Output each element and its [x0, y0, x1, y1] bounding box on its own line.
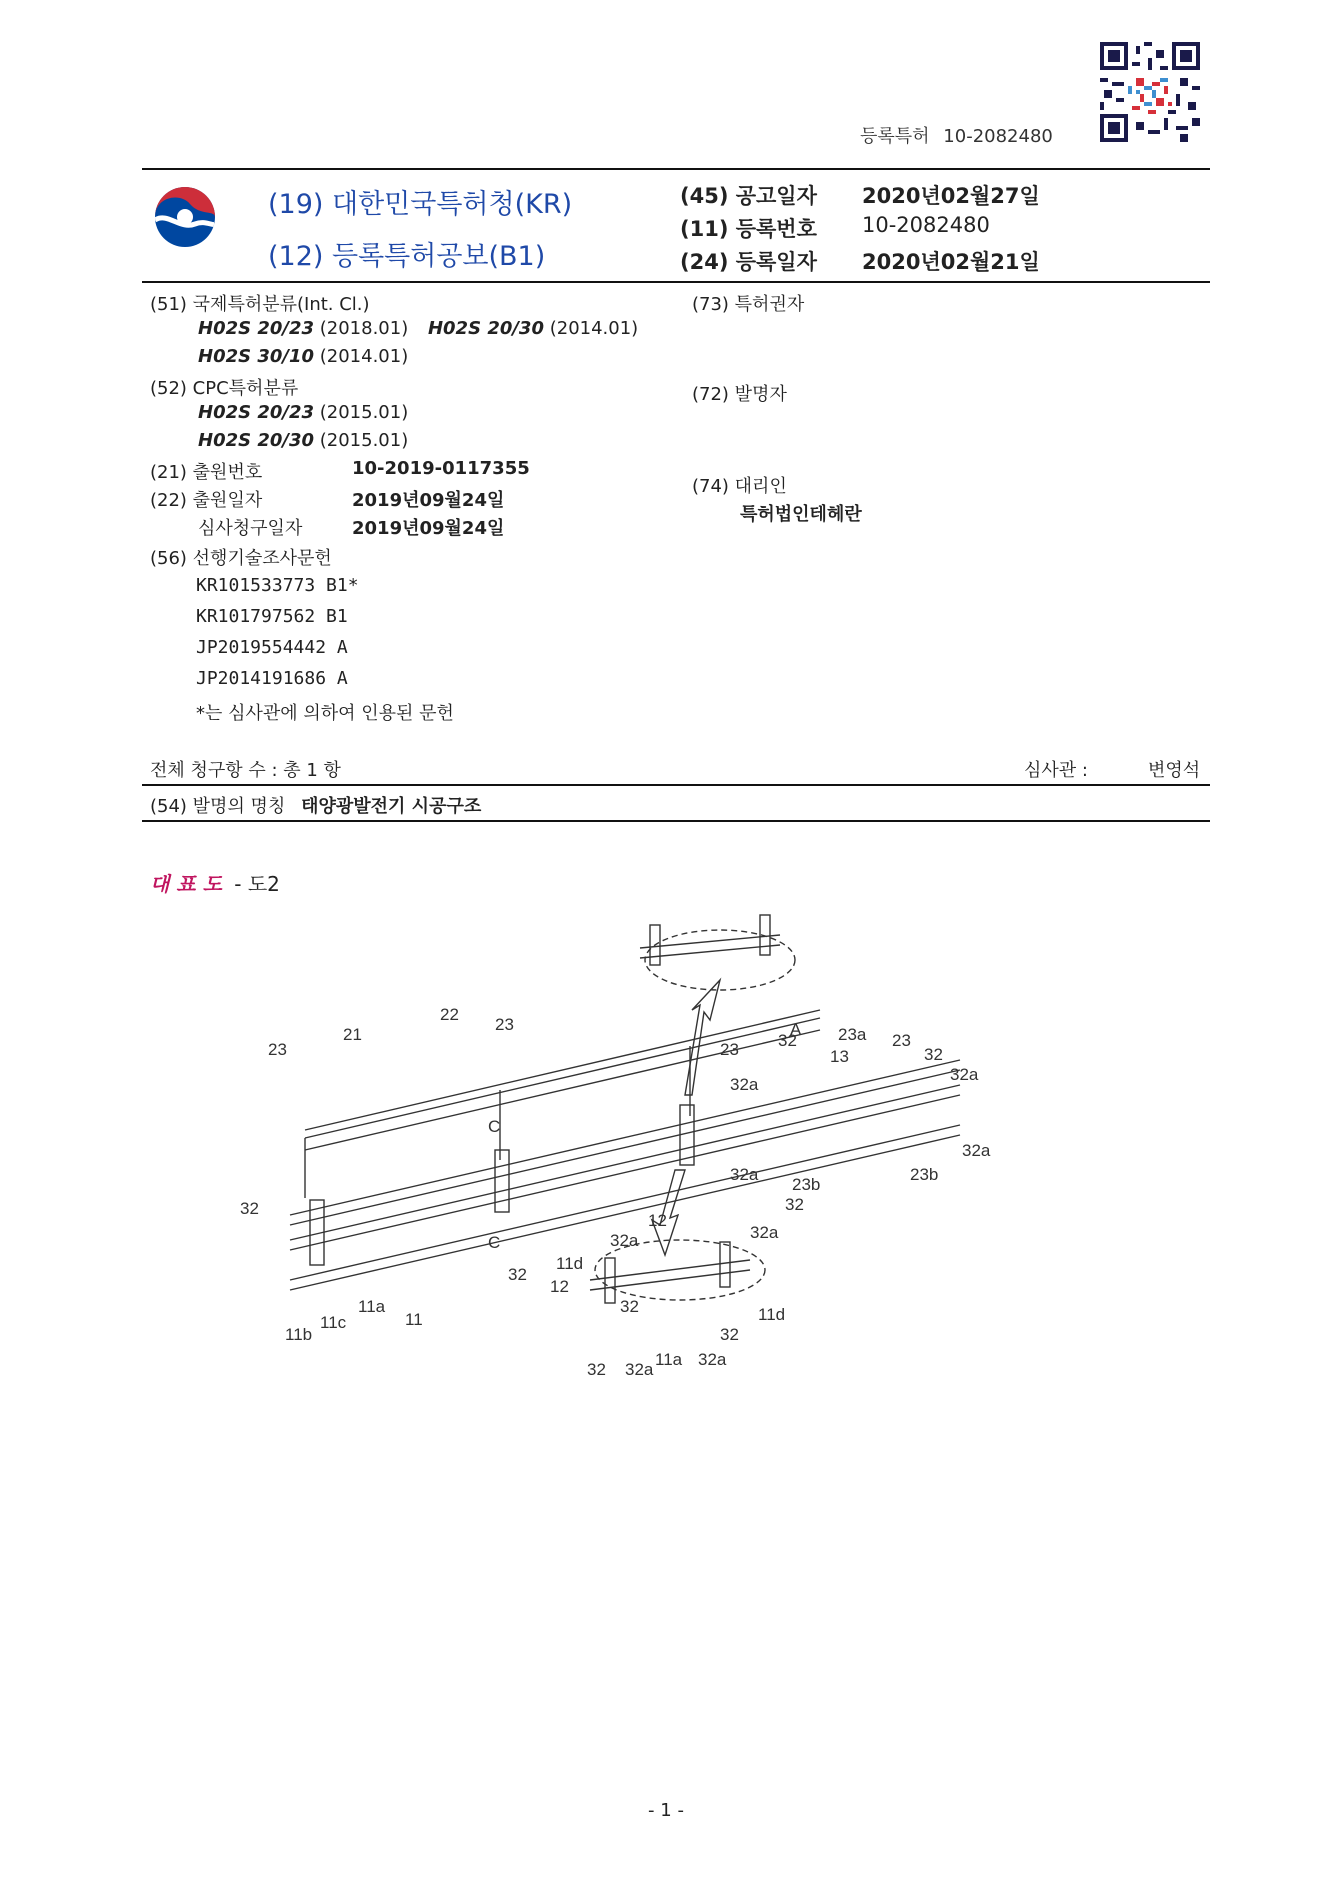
exam-request-label: 심사청구일자: [198, 518, 303, 539]
registration-date: 2020년02월21일: [862, 250, 1040, 274]
figure-label: 32: [240, 1199, 259, 1218]
publication-date-label: (45) 공고일자: [680, 184, 817, 208]
figure-label: 11a: [358, 1297, 386, 1316]
qr-code: [1100, 42, 1200, 142]
figure-label: 32a: [730, 1075, 759, 1094]
cpc-label: (52) CPC특허분류: [150, 378, 299, 399]
figure-label: 32: [587, 1360, 606, 1379]
figure-label: 32a: [625, 1360, 654, 1379]
figure-label: 32a: [950, 1065, 979, 1084]
upper-detail-labels: [730, 1025, 1030, 1218]
exam-request-date: 2019년09월24일: [352, 518, 505, 539]
figure-label: 23: [268, 1040, 287, 1059]
figure-label: 11d: [758, 1305, 786, 1324]
ipc-line-1: H02S 20/23 (2018.01) H02S 20/30 (2014.01): [198, 318, 639, 339]
representative-figure: 대 표 도 - 도2: [150, 872, 280, 896]
office-title: (19) 대한민국특허청(KR): [268, 189, 573, 220]
agent-label: (74) 대리인: [692, 476, 787, 497]
prior-art-item: JP2014191686 A: [196, 668, 348, 689]
figure-label: 32a: [730, 1165, 759, 1184]
korea-emblem-icon: [150, 182, 220, 252]
claims-count: 전체 청구항 수 : 총 1 항: [150, 760, 341, 781]
registration-label: 등록특허: [860, 126, 930, 147]
figure-label: 21: [343, 1025, 362, 1044]
prior-art-item: KR101797562 B1: [196, 606, 348, 627]
figure-label: 32a: [698, 1350, 727, 1369]
figure-label: 32: [778, 1031, 797, 1050]
figure-label: 32: [924, 1045, 943, 1064]
registration-number: 10-2082480: [943, 126, 1053, 147]
prior-art-label: (56) 선행기술조사문헌: [150, 548, 332, 569]
cpc-line-2: H02S 20/30 (2015.01): [198, 430, 409, 451]
publication-date: 2020년02월27일: [862, 184, 1040, 208]
examiner-label: 심사관 :: [1024, 760, 1088, 781]
prior-art-item: KR101533773 B1*: [196, 575, 359, 596]
figure-label: 11a: [655, 1350, 683, 1369]
divider: [142, 281, 1210, 283]
prior-art-note: *는 심사관에 의하여 인용된 문헌: [196, 703, 454, 724]
figure-label: 11d: [556, 1254, 584, 1273]
figure-label: 11b: [285, 1325, 313, 1344]
figure-label: 23: [892, 1031, 911, 1050]
figure-label: 23: [720, 1040, 739, 1059]
application-date-label: (22) 출원일자: [150, 490, 263, 511]
figure-label: 32a: [962, 1141, 991, 1160]
application-no-label: (21) 출원번호: [150, 462, 263, 483]
figure-label: A: [790, 1020, 802, 1039]
figure-label: 12: [648, 1211, 667, 1230]
registration-header: [860, 122, 1053, 148]
application-no: 10-2019-0117355: [352, 458, 530, 479]
figure-label: 32a: [750, 1223, 779, 1242]
figure-label: 32: [785, 1195, 804, 1214]
registration-date-label: (24) 등록일자: [680, 250, 817, 274]
ipc-line-2: H02S 30/10 (2014.01): [198, 346, 409, 367]
figure-label: C: [488, 1117, 501, 1136]
figure-label: 23: [495, 1015, 514, 1034]
application-date: 2019년09월24일: [352, 490, 505, 511]
registration-no: 10-2082480: [862, 213, 990, 237]
inventor-label: (72) 발명자: [692, 384, 787, 405]
figure-label: 12: [550, 1277, 569, 1296]
figure-label: 23b: [792, 1175, 821, 1194]
page-number: - 1 -: [648, 1800, 684, 1821]
figure-label: 11c: [320, 1313, 347, 1332]
figure-label: 23a: [838, 1025, 867, 1044]
divider: [142, 820, 1210, 822]
patentee-label: (73) 특허권자: [692, 294, 805, 315]
divider: [142, 168, 1210, 170]
cpc-line-1: H02S 20/23 (2015.01): [198, 402, 409, 423]
invention-title-line: (54) 발명의 명칭 태양광발전기 시공구조: [150, 796, 482, 817]
registration-no-label: (11) 등록번호: [680, 217, 817, 241]
figure-label: 13: [830, 1047, 849, 1066]
ipc-label: (51) 국제특허분류(Int. Cl.): [150, 294, 370, 315]
figure-label: 32a: [610, 1231, 639, 1250]
figure-label: 11: [405, 1310, 423, 1329]
figure-label: 23b: [910, 1165, 939, 1184]
examiner-name: 변영석: [1148, 760, 1201, 781]
document-type: (12) 등록특허공보(B1): [268, 241, 546, 272]
figure-label: 32: [620, 1297, 639, 1316]
divider: [142, 784, 1210, 786]
figure-label: 22: [440, 1005, 459, 1024]
figure-label: 32: [508, 1265, 527, 1284]
agent-name: 특허법인테헤란: [740, 504, 862, 525]
prior-art-item: JP2019554442 A: [196, 637, 348, 658]
figure-label: C: [488, 1233, 501, 1252]
figure-label: 32: [720, 1325, 739, 1344]
